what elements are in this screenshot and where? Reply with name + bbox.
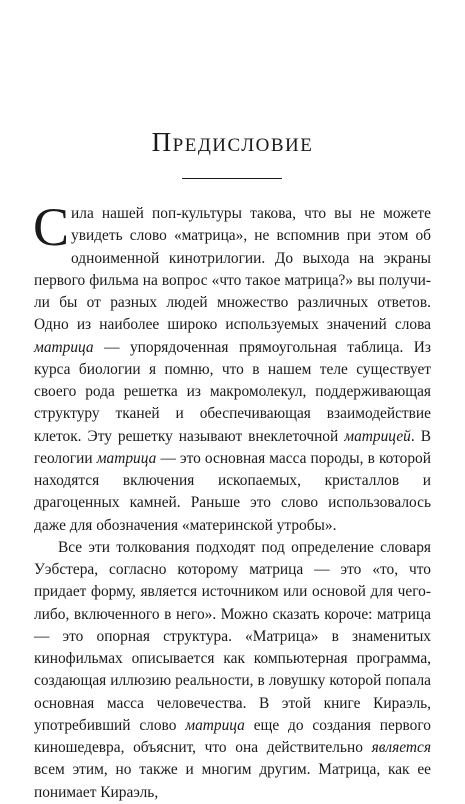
text-run: еще до создания первого киношедевра, объяснит, что она действительно (34, 716, 432, 756)
italic-term: матрица (34, 338, 94, 356)
text-run: . В геологии (34, 427, 431, 467)
chapter-title: Предисловие (151, 127, 314, 157)
italic-term: матрицей (344, 427, 411, 445)
italic-term: матрица (96, 449, 157, 467)
text-run: ила нашей поп-культуры такова, что вы не можете увидеть слово «матрица», не вспомнив при этом об одноименной кинотрилогии. До выхода на экраны первого фильма на вопрос «что такое матрица?» вы получили бы от разных людей множество различных ответов. Одно из наиболее широко используемых значений слова (34, 205, 431, 334)
paragraph-2 (34, 537, 431, 804)
italic-term: матрица (185, 716, 245, 734)
paragraph-1-content (33, 197, 431, 534)
drop-cap: С (33, 197, 70, 257)
italic-term: является (371, 739, 431, 756)
text-run: всем этим, но также и многим другим. Матрица, как ее понимает Кираэль, (34, 761, 431, 801)
text-run: Все эти толкования подходят под определение словаря Уэбстера, согласно которому матрица — это «то, что придает форму, является источником или основой для чего-либо, включенного в него». Можно сказать короче: матрица — это опорная структура. «Матрица» в знаменитых кинофильмах описывается как компьютерная программа, создающая иллюзию реальности, в ловушку которой попала основная масса человечества. В этой книге Кираэль, употребивший слово (34, 538, 431, 734)
body-text (33, 197, 432, 804)
title-divider (182, 178, 282, 179)
paragraph-2-content (34, 539, 431, 801)
text-run: — это основная масса породы, в которой находятся включения ископаемых, кристаллов и драгоценных камней. Раньше это слово использовалось даже для обозначения «материнской утробы». (34, 449, 431, 534)
book-page (33, 0, 432, 801)
paragraph-1 (33, 197, 431, 537)
text-run: — упорядоченная прямоугольная таблица. Из курса биологии я помню, что в нашем теле существует своего рода решетка из макромолекул, поддерживающая структуру тканей и обеспечивающая взаимодействие клеток. Эту решетку называют внеклеточной (34, 338, 431, 445)
